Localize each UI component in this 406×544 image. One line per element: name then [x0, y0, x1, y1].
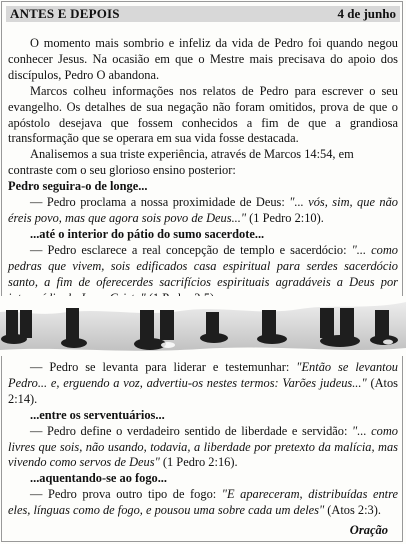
section-body-1: [8, 195, 398, 227]
section-3-quote: "Então se levantou Pedro... e, erguendo a voz, advertiu-os nestes termos: Varões judeus...": [8, 360, 399, 390]
section-body-5: [8, 487, 398, 519]
section-body-4: [8, 424, 398, 472]
page-title: ANTES E DEPOIS: [10, 6, 120, 21]
section-3-lead: — Pedro se levanta para liderar e testemunhar:: [30, 360, 297, 374]
section-5-quote: "E apareceram, distribuídas entre eles, línguas como de fogo, e pousou uma sobre cada um deles": [8, 487, 398, 518]
section-4-lead: — Pedro define o verdadeiro sentido de liberdade e servidão:: [30, 423, 353, 438]
section-1-quote: "... vós, sim, que não éreis povo, mas que agora sois povo de Deus...": [8, 195, 398, 225]
upper-text: [8, 36, 398, 322]
feet-photo: [0, 296, 406, 356]
section-body-3: [8, 360, 398, 408]
section-1-lead: — Pedro proclama a nossa proximidade de Deus:: [30, 195, 290, 210]
lower-text: [8, 360, 398, 519]
section-2-quote: "... como pedras que vivem, sois edificados casa espiritual para serdes sacerdócio santo, a fim de oferecerdes sacrifícios espirituais agradáveis a Deus por: [8, 242, 398, 289]
intro-paragraph-2: Marcos colheu informações nos relatos de Pedro para escrever o seu evangelho. Os detalhes de sua negação não foram omitidos, prova de que o apóstolo desejava que fossem conhecidos a fim de que a grandiosa transformação que se operara em sua vida fosse destacada.: [8, 83, 398, 146]
section-heading-4: ...entre os serventuários...: [30, 407, 165, 422]
section-3-ref: (Atos 2:14).: [8, 375, 398, 406]
section-4-quote: "... como livres que sois, não usando, todavia, a liberdade por pretexto da malícia, mas vivendo como servos de Deus": [8, 423, 398, 470]
section-5-lead: — Pedro prova outro tipo de fogo:: [30, 487, 222, 502]
section-heading-5: ...aquentando-se ao fogo...: [30, 471, 167, 486]
section-heading-2: ...até o interior do pátio do sumo sacerdote...: [30, 226, 265, 241]
section-4-ref: (1 Pedro 2:16).: [159, 455, 238, 470]
intro-paragraph-1: O momento mais sombrio e infeliz da vida de Pedro foi quando negou conhecer Jesus. Na ocasião em que o Mestre mais precisava do apoio dos discípulos, Pedro O abandona.: [8, 36, 398, 82]
section-2-lead: — Pedro esclarece a real concepção de templo e sacerdócio:: [30, 242, 352, 257]
intro-paragraph-3: Analisemos a sua triste experiência, através de Marcos 14:54, em contraste com o seu glorioso ensino posterior:: [8, 147, 354, 178]
prayer-label: Oração: [349, 523, 388, 537]
section-1-ref: (1 Pedro 2:10).: [246, 210, 324, 225]
page-date: 4 de junho: [337, 6, 396, 21]
section-heading-1: Pedro seguira-o de longe...: [8, 179, 148, 194]
section-5-ref: (Atos 2:3).: [324, 503, 381, 518]
